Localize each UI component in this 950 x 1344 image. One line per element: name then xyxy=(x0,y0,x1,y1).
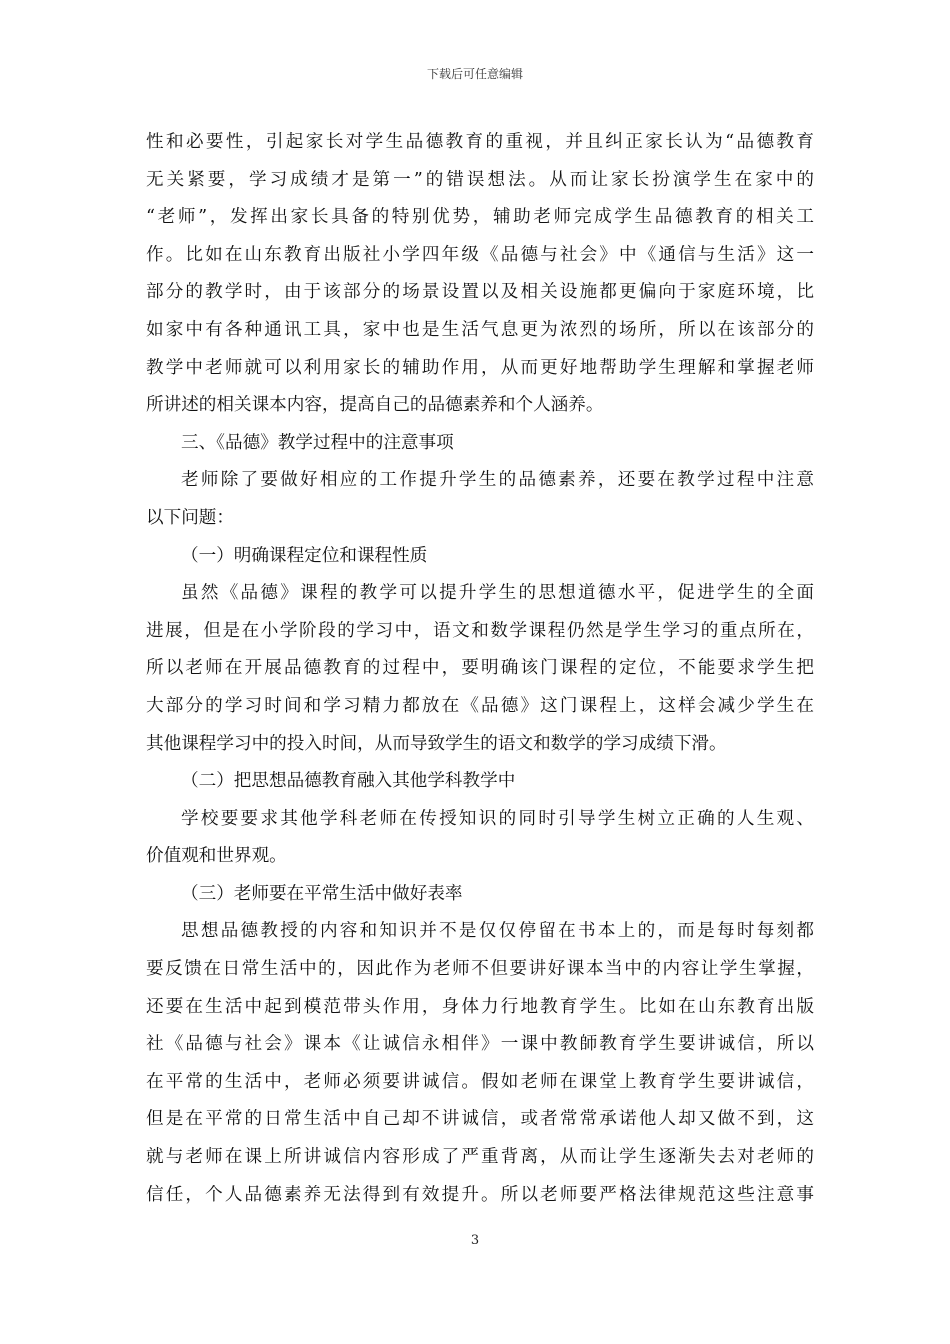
text-line: 但是在平常的日常生活中自己却不讲诚信，或者常常承诺他人却又做不到，这 xyxy=(146,1109,814,1130)
text-line: 所讲述的相关课本内容，提高自己的品德素养和个人涵养。 xyxy=(146,395,604,416)
text-line: 其他课程学习中的投入时间，从而导致学生的语文和数学的学习成绩下滑。 xyxy=(146,733,727,754)
text-line: “老师”，发挥出家长具备的特别优势，辅助老师完成学生品德教育的相关工 xyxy=(146,207,814,228)
text-line: 还要在生活中起到模范带头作用，身体力行地教育学生。比如在山东教育出版 xyxy=(146,996,814,1017)
text-line: 作。比如在山东教育出版社小学四年级《品德与社会》中《通信与生活》这一 xyxy=(146,244,814,265)
page-header: 下载后可任意编辑 xyxy=(426,67,523,81)
text-line: 大部分的学习时间和学习精力都放在《品德》这门课程上，这样会减少学生在 xyxy=(146,695,814,716)
text-line: 性和必要性，引起家长对学生品德教育的重视，并且纠正家长认为“品德教育 xyxy=(146,132,814,152)
document-body xyxy=(146,124,814,1214)
text-line: 无关紧要，学习成绩才是第一”的错误想法。从而让家长扮演学生在家中的 xyxy=(146,169,814,190)
page-number: 3 xyxy=(470,1233,480,1248)
section-heading: （一）明确课程定位和课程性质 xyxy=(181,545,428,566)
section-heading: （二）把思想品德教育融入其他学科教学中 xyxy=(181,771,516,792)
text-line: 价值观和世界观。 xyxy=(146,846,287,867)
text-line: 社《品德与社会》课本《让诚信永相伴》一课中教師教育学生要讲诚信，所以 xyxy=(146,1034,814,1055)
text-line: 部分的教学时，由于该部分的场景设置以及相关设施都更偏向于家庭环境，比 xyxy=(146,282,814,303)
section-heading: （三）老师要在平常生活中做好表率 xyxy=(181,883,463,904)
text-line: 在平常的生活中，老师必须要讲诚信。假如老师在课堂上教育学生要讲诚信， xyxy=(146,1071,814,1092)
text-line: 以下问题： xyxy=(146,507,234,528)
text-line: 信任，个人品德素养无法得到有效提升。所以老师要严格法律规范这些注意事 xyxy=(146,1184,814,1205)
text-line: 思想品德教授的内容和知识并不是仅仅停留在书本上的，而是每时每刻都 xyxy=(181,921,814,942)
text-line: 学校要要求其他学科老师在传授知识的同时引导学生树立正确的人生观、 xyxy=(181,808,814,829)
text-line: 教学中老师就可以利用家长的辅助作用，从而更好地帮助学生理解和掌握老师 xyxy=(146,357,814,378)
text-line: 要反馈在日常生活中的，因此作为老师不但要讲好课本当中的内容让学生掌握， xyxy=(146,959,814,980)
text-line: 如家中有各种通讯工具，家中也是生活气息更为浓烈的场所，所以在该部分的 xyxy=(146,319,814,340)
text-line: 老师除了要做好相应的工作提升学生的品德素养，还要在教学过程中注意 xyxy=(181,470,814,491)
text-line: 所以老师在开展品德教育的过程中，要明确该门课程的定位，不能要求学生把 xyxy=(146,658,814,679)
text-line: 虽然《品德》课程的教学可以提升学生的思想道德水平，促进学生的全面 xyxy=(181,583,814,604)
text-line: 就与老师在课上所讲诚信内容形成了严重背离，从而让学生逐渐失去对老师的 xyxy=(146,1147,814,1168)
text-line: 进展，但是在小学阶段的学习中，语文和数学课程仍然是学生学习的重点所在， xyxy=(146,620,814,641)
section-heading: 三、《品德》教学过程中的注意事项 xyxy=(181,432,454,453)
